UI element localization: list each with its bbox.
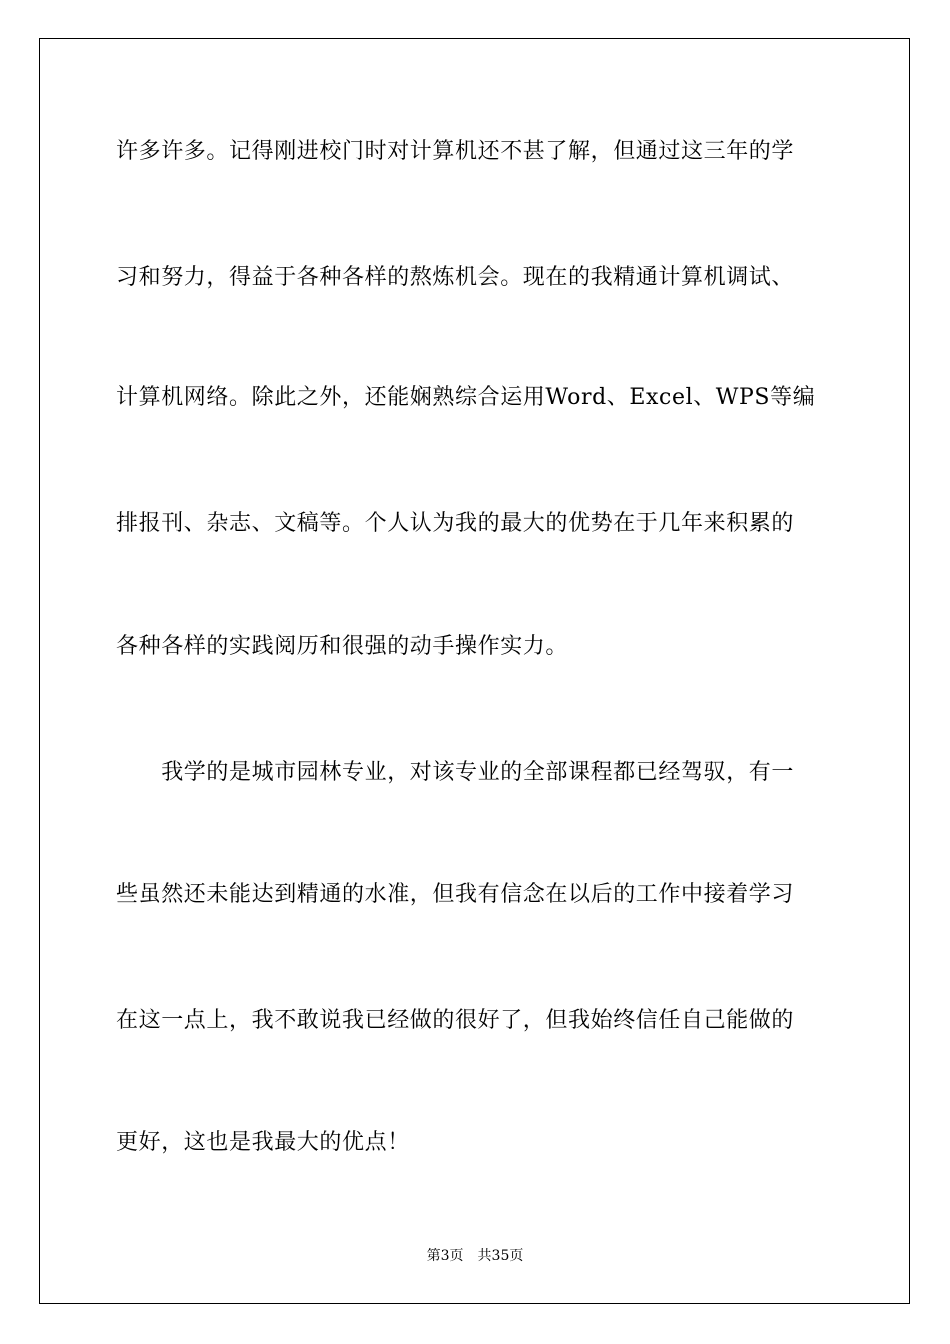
text-line: 我学的是城市园林专业，对该专业的全部课程都已经驾驭，有一 [116, 760, 795, 785]
text-line: 些虽然还未能达到精通的水准，但我有信念在以后的工作中接着学习 [116, 882, 795, 907]
text-line: 计算机网络。除此之外，还能娴熟综合运用Word、Excel、WPS等编 [116, 385, 816, 410]
text-line: 在这一点上，我不敢说我已经做的很好了，但我始终信任自己能做的 [116, 1008, 795, 1033]
text-line: 更好，这也是我最大的优点！ [116, 1130, 410, 1155]
text-line: 许多许多。记得刚进校门时对计算机还不甚了解，但通过这三年的学 [116, 139, 795, 164]
text-line: 排报刊、杂志、文稿等。个人认为我的最大的优势在于几年来积累的 [116, 511, 795, 536]
page-border [39, 38, 910, 1304]
page-footer: 第3页 共35页 [426, 1248, 524, 1264]
text-line: 各种各样的实践阅历和很强的动手操作实力。 [116, 634, 569, 659]
text-line: 习和努力，得益于各种各样的熬炼机会。现在的我精通计算机调试、 [116, 265, 795, 290]
